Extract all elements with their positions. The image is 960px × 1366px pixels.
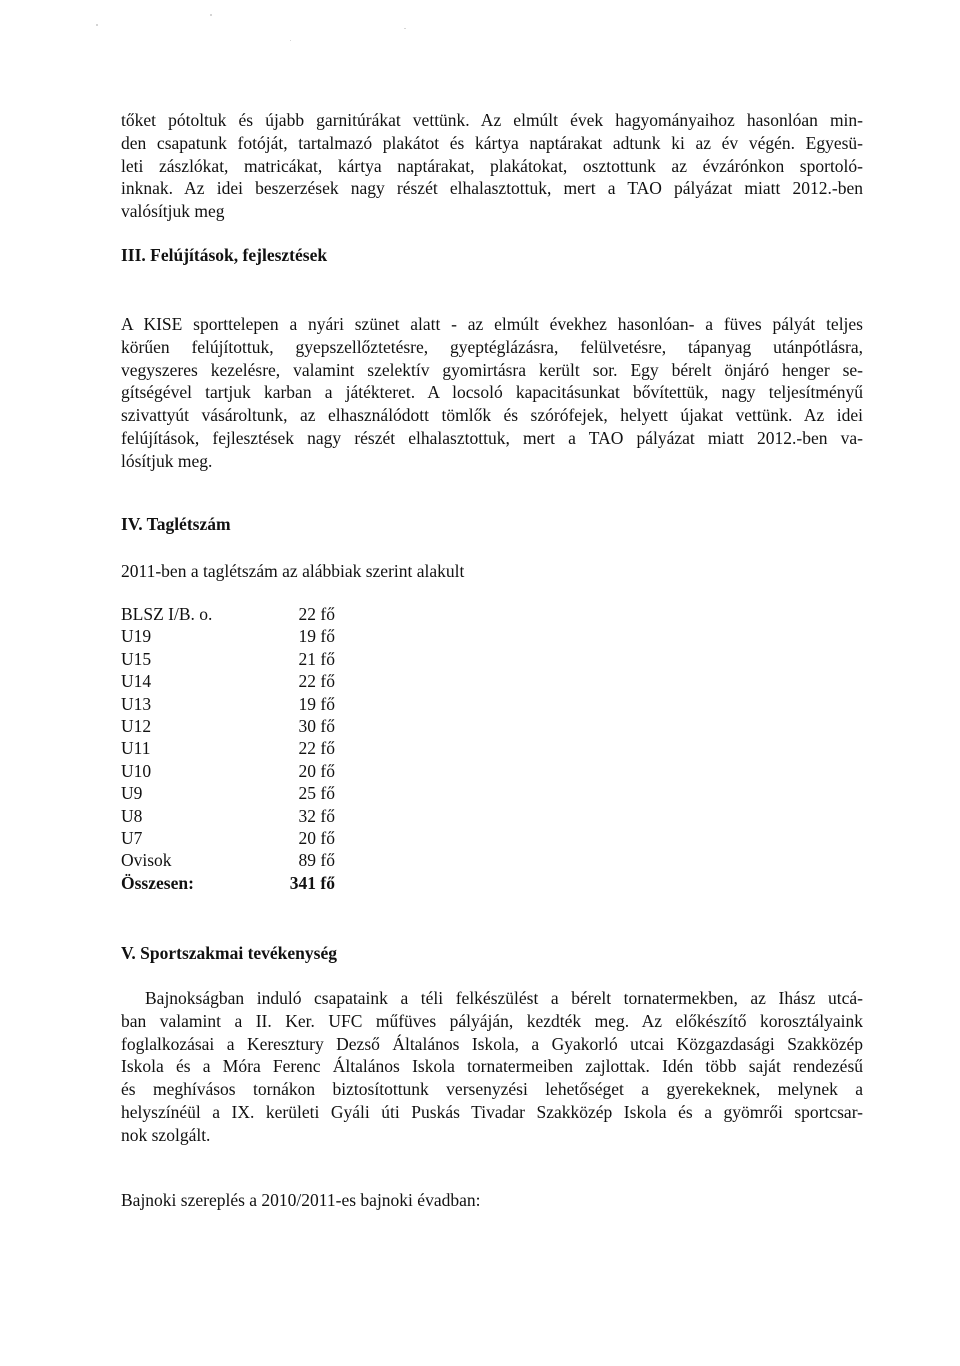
roster-row (121, 670, 361, 692)
member-count: 30 fő (298, 715, 335, 736)
team-name: Ovisok (121, 850, 172, 871)
roster-row (121, 827, 361, 849)
text-line: felújítások, fejlesztések nagy részét elhalasztottuk, mert a TAO pályázat miatt 2012.-ben va- (121, 427, 863, 448)
member-count: 20 fő (298, 760, 335, 781)
text-line: gítségével tartjuk karban a játékteret. A locsoló kapacitásunkat bővítettük, nagy teljesítményű (121, 382, 863, 403)
team-name: U19 (121, 626, 152, 647)
text-line: valósítjuk meg (121, 201, 225, 222)
member-count: 22 fő (298, 671, 335, 692)
member-count: 32 fő (298, 805, 335, 826)
text-line: helyszínéül a IX. kerületi Gyáli úti Puskás Tivadar Szakközép Iskola és a gyömrői sportcsar- (121, 1101, 863, 1122)
text-line: den csapatunk fotóját, tartalmazó plakátot és kártya naptárakat adtunk ki az év végén. Egyesü- (121, 132, 863, 153)
membership-roster (121, 603, 361, 894)
text-line: foglalkozásai a Keresztury Dezső Általános Iskola, a Gyakorló utcai Közgazdasági Szakközép (121, 1033, 863, 1054)
roster-row (121, 648, 361, 670)
text-line: és meghívásos tornákon biztosítottunk versenyzési lehetőséget a gyerekeknek, melynek a (121, 1079, 863, 1100)
team-name: U15 (121, 648, 152, 669)
team-name: U8 (121, 805, 143, 826)
team-name: U12 (121, 715, 152, 736)
championship-intro: Bajnoki szereplés a 2010/2011-es bajnoki évadban: (121, 1190, 481, 1210)
renovations-paragraph (121, 313, 863, 473)
member-count: 22 fő (298, 604, 335, 624)
team-name: U10 (121, 760, 152, 781)
roster-row (121, 603, 361, 625)
member-count: 20 fő (298, 827, 335, 848)
membership-intro: 2011-ben a taglétszám az alábbiak szerint alakult (121, 561, 465, 581)
roster-total-row (121, 872, 361, 894)
team-name: BLSZ I/B. o. (121, 604, 213, 624)
text-line: vegyszeres kezelésre, valamint szelektív gyomirtásra került sor. Egy bérelt önjáró henger se- (121, 359, 863, 380)
text-line: leti zászlókat, matricákat, kártya naptárakat, plakátokat, osztottunk az évzárónkon sportoló- (121, 155, 863, 176)
member-count: 25 fő (298, 783, 335, 804)
scan-speck (290, 40, 291, 41)
text-line: tőket pótoltuk és újabb garnitúrákat vettünk. Az elmúlt évek hagyományaihoz hasonlóan min- (121, 110, 863, 130)
roster-row (121, 782, 361, 804)
roster-row (121, 693, 361, 715)
team-name: U11 (121, 738, 151, 759)
text-line: Iskola és a Móra Ferenc Általános Iskola tornatermeiben zajlottak. Idén több saját rendezésű (121, 1056, 863, 1077)
text-line: Bajnokságban induló csapataink a téli felkészülést a bérelt tornatermekben, az Ihász utcá- (145, 988, 863, 1008)
roster-row (121, 737, 361, 759)
text-line: nok szolgált. (121, 1124, 211, 1145)
roster-row (121, 715, 361, 737)
text-line: szivattyút vásároltunk, az elhasználódott tömlők és szórófejek, helyett újakat vettünk. Az idei (121, 405, 863, 426)
member-count: 19 fő (298, 626, 335, 647)
roster-row (121, 805, 361, 827)
scan-speck (404, 28, 406, 29)
text-line: inknak. Az idei beszerzések nagy részét elhalasztottuk, mert a TAO pályázat miatt 2012.-ben (121, 178, 863, 199)
text-line: lósítjuk meg. (121, 450, 213, 471)
section-heading-membership: IV. Taglétszám (121, 514, 231, 534)
scan-speck (210, 14, 212, 16)
section-heading-sports-activity: V. Sportszakmai tevékenység (121, 943, 337, 963)
team-name: U13 (121, 693, 152, 714)
roster-row (121, 625, 361, 647)
member-count: 19 fő (298, 693, 335, 714)
roster-row (121, 849, 361, 871)
team-name: U7 (121, 827, 143, 848)
roster-row (121, 760, 361, 782)
sports-activity-paragraph (121, 987, 863, 1147)
intro-paragraph (121, 109, 863, 223)
text-line: körűen felújítottuk, gyepszellőztetésre, gyeptéglázásra, felülvetésre, tápanyag utánpótlásra, (121, 336, 863, 357)
member-count: 89 fő (298, 850, 335, 871)
total-label: Összesen: (121, 872, 194, 893)
member-count: 21 fő (298, 648, 335, 669)
text-line: A KISE sporttelepen a nyári szünet alatt - az elmúlt évekhez hasonlóan- a füves pályát teljes (121, 314, 863, 334)
total-count: 341 fő (289, 872, 335, 893)
team-name: U14 (121, 671, 152, 692)
team-name: U9 (121, 783, 143, 804)
text-line: ban valamint a II. Ker. UFC műfüves pályáján, kezdték meg. Az előkészítő korosztályaink (121, 1010, 863, 1031)
section-heading-renovations: III. Felújítások, fejlesztések (121, 245, 328, 265)
scan-speck (96, 24, 98, 26)
member-count: 22 fő (298, 738, 335, 759)
